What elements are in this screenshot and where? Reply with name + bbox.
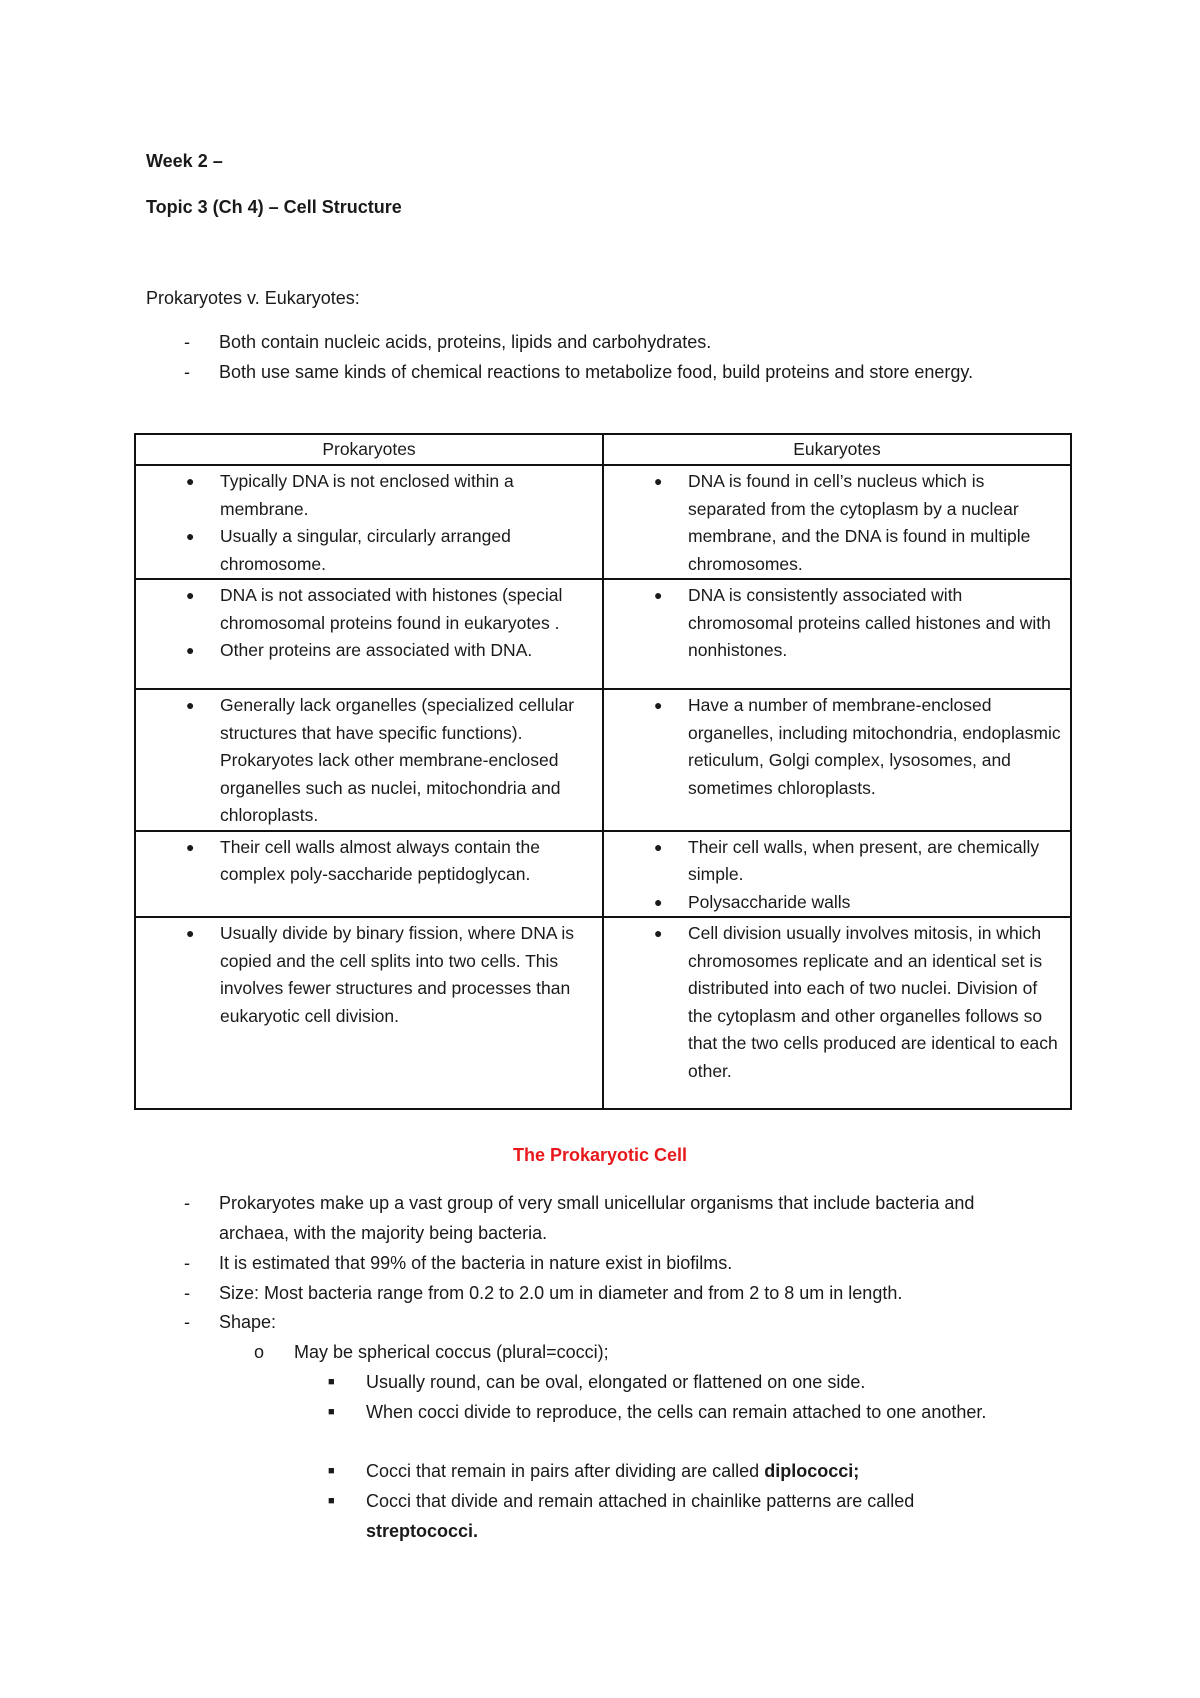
dash-bullet: - bbox=[184, 332, 190, 352]
bullet-dot-icon: ● bbox=[654, 893, 663, 910]
bullet-dot-icon: ● bbox=[186, 642, 195, 658]
prokaryote-cell bbox=[135, 465, 603, 579]
dash-bullet: - bbox=[184, 1253, 190, 1273]
list-item: ■ When cocci divide to reproduce, the cells can remain attached to one another. bbox=[328, 1397, 1028, 1427]
list-item: ● Usually a singular, circularly arranged chromosome. bbox=[136, 523, 596, 578]
bullet-dot-icon: ● bbox=[186, 697, 195, 713]
section-title-prokaryotic-cell: The Prokaryotic Cell bbox=[512, 1145, 688, 1165]
square-bullet-icon: ■ bbox=[328, 1406, 335, 1418]
prokaryote-cell bbox=[135, 831, 603, 918]
list-item: ● Generally lack organelles (specialized cellular structures that have specific functions). Prokaryotes lack other membrane-enclosed organelles such as nuclei, mitochondria and chloroplasts. bbox=[136, 692, 596, 830]
list-item: - Both contain nucleic acids, proteins, lipids and carbohydrates. bbox=[146, 327, 1046, 357]
term-streptococci: streptococci. bbox=[366, 1521, 479, 1541]
eukaryote-cell bbox=[603, 831, 1071, 918]
dash-bullet: - bbox=[184, 1193, 190, 1213]
table-row bbox=[135, 689, 1071, 831]
list-item: - It is estimated that 99% of the bacteria in nature exist in biofilms. bbox=[146, 1248, 1046, 1278]
table-row bbox=[135, 917, 1071, 1109]
square-bullet-icon: ■ bbox=[328, 1465, 335, 1477]
circle-bullet-icon: o bbox=[254, 1342, 265, 1362]
list-item: o May be spherical coccus (plural=cocci); bbox=[254, 1337, 609, 1367]
list-item: ● DNA is not associated with histones (special chromosomal proteins found in eukaryotes . bbox=[136, 582, 596, 637]
table-row bbox=[135, 831, 1071, 918]
bullet-dot-icon: ● bbox=[186, 925, 195, 941]
list-item: - Prokaryotes make up a vast group of very small unicellular organisms that include bacteria and archaea, with the majority being bacteria. bbox=[146, 1188, 1046, 1248]
column-header-eukaryotes: Eukaryotes bbox=[603, 434, 1071, 465]
list-item: ● Their cell walls, when present, are chemically simple. bbox=[604, 834, 1064, 889]
term-diplococci: diplococci; bbox=[764, 1461, 860, 1481]
week-heading: Week 2 – bbox=[146, 151, 223, 171]
eukaryote-cell bbox=[603, 917, 1071, 1109]
square-bullet-icon: ■ bbox=[328, 1376, 335, 1388]
bullet-dot-icon: ● bbox=[654, 587, 663, 603]
list-item: ● DNA is found in cell’s nucleus which is separated from the cytoplasm by a nuclear membrane, and the DNA is found in multiple chromosomes. bbox=[604, 468, 1064, 578]
bullet-dot-icon: ● bbox=[654, 925, 663, 941]
bullet-dot-icon: ● bbox=[186, 473, 195, 489]
dash-bullet: - bbox=[184, 362, 190, 382]
comparison-intro-title: Prokaryotes v. Eukaryotes: bbox=[146, 288, 360, 308]
bullet-dot-icon: ● bbox=[186, 587, 195, 603]
list-item: ● Have a number of membrane-enclosed organelles, including mitochondria, endoplasmic reticulum, Golgi complex, lysosomes, and sometimes chloroplasts. bbox=[604, 692, 1064, 802]
eukaryote-cell bbox=[603, 689, 1071, 831]
bullet-dot-icon: ● bbox=[186, 838, 195, 855]
bullet-dot-icon: ● bbox=[186, 528, 195, 544]
dash-bullet: - bbox=[184, 1312, 190, 1332]
comparison-table bbox=[134, 433, 1072, 1110]
list-item: ● DNA is consistently associated with chromosomal proteins called histones and with nonhistones. bbox=[604, 582, 1064, 665]
table-row bbox=[135, 579, 1071, 689]
list-item: - Size: Most bacteria range from 0.2 to 2.0 um in diameter and from 2 to 8 um in length. bbox=[146, 1278, 1046, 1308]
list-item: ● Cell division usually involves mitosis, in which chromosomes replicate and an identical set is distributed into each of two nuclei. Division of the cytoplasm and other organelles follows so that the two cells produced are identical to each other. bbox=[604, 920, 1064, 1085]
prokaryote-cell bbox=[135, 579, 603, 689]
eukaryote-cell bbox=[603, 579, 1071, 689]
list-item: ● Their cell walls almost always contain the complex poly-saccharide peptidoglycan. bbox=[136, 834, 596, 889]
bullet-dot-icon: ● bbox=[654, 697, 663, 713]
prokaryote-cell bbox=[135, 689, 603, 831]
table-row bbox=[135, 465, 1071, 579]
prokaryote-cell bbox=[135, 917, 603, 1109]
list-item: - Both use same kinds of chemical reactions to metabolize food, build proteins and store energy. bbox=[146, 357, 1046, 387]
topic-heading: Topic 3 (Ch 4) – Cell Structure bbox=[146, 197, 402, 217]
list-item: - Shape: bbox=[146, 1307, 1046, 1337]
dash-bullet: - bbox=[184, 1283, 190, 1303]
list-item: ■ Cocci that remain in pairs after dividing are called diplococci; bbox=[328, 1456, 1028, 1486]
square-bullet-icon: ■ bbox=[328, 1495, 335, 1507]
list-item: ● Typically DNA is not enclosed within a membrane. bbox=[136, 468, 596, 523]
list-item: ■ Usually round, can be oval, elongated or flattened on one side. bbox=[328, 1367, 1028, 1397]
list-item: ● Other proteins are associated with DNA. bbox=[136, 637, 596, 665]
list-item: ● Usually divide by binary fission, where DNA is copied and the cell splits into two cells. This involves fewer structures and processes than eukaryotic cell division. bbox=[136, 920, 596, 1030]
eukaryote-cell bbox=[603, 465, 1071, 579]
bullet-dot-icon: ● bbox=[654, 473, 663, 489]
list-item: ● Polysaccharide walls bbox=[604, 889, 1064, 917]
bullet-dot-icon: ● bbox=[654, 838, 663, 855]
list-item: ■ Cocci that divide and remain attached in chainlike patterns are called streptococci. bbox=[328, 1486, 1028, 1546]
column-header-prokaryotes: Prokaryotes bbox=[135, 434, 603, 465]
